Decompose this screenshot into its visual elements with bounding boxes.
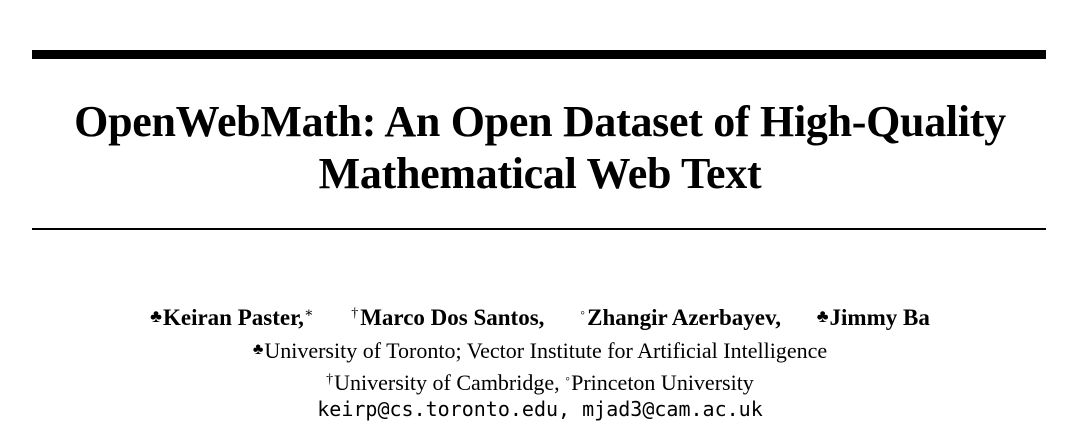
affiliation-toronto: University of Toronto; Vector Institute for Artificial Intelligence bbox=[264, 338, 828, 363]
author-list bbox=[0, 299, 1080, 333]
author-name: Keiran Paster, bbox=[162, 305, 304, 330]
dagger-mark: † bbox=[351, 306, 359, 321]
author-name: Zhangir Azerbayev, bbox=[587, 305, 781, 330]
affiliation-line-1 bbox=[0, 336, 1080, 365]
asterisk-footnote-mark: ∗ bbox=[303, 306, 314, 321]
top-rule bbox=[32, 50, 1046, 59]
club-mark: ♣ bbox=[252, 341, 264, 358]
author-jimmy-ba bbox=[817, 301, 930, 333]
author-emails: keirp@cs.toronto.edu, mjad3@cam.ac.uk bbox=[317, 397, 763, 421]
paper-title bbox=[0, 96, 1080, 200]
author-marco-dos-santos bbox=[351, 299, 544, 333]
dagger-mark: † bbox=[326, 372, 334, 387]
author-keiran-paster bbox=[150, 299, 315, 333]
title-bottom-rule bbox=[32, 228, 1046, 230]
title-line-1: OpenWebMath: An Open Dataset of High-Quality bbox=[74, 97, 1006, 146]
circle-mark: ◦ bbox=[565, 372, 571, 387]
affiliation-line-2 bbox=[0, 366, 1080, 397]
author-name: Jimmy Ba bbox=[829, 305, 930, 330]
affiliation-princeton: Princeton University bbox=[571, 370, 754, 395]
author-name: Marco Dos Santos, bbox=[360, 305, 545, 330]
club-mark: ♣ bbox=[816, 306, 829, 326]
affiliation-cambridge: University of Cambridge, bbox=[334, 370, 566, 395]
club-mark: ♣ bbox=[150, 306, 162, 326]
title-line-2: Mathematical Web Text bbox=[318, 149, 762, 198]
author-zhangir-azerbayev bbox=[580, 299, 781, 333]
circle-mark: ◦ bbox=[580, 306, 586, 321]
